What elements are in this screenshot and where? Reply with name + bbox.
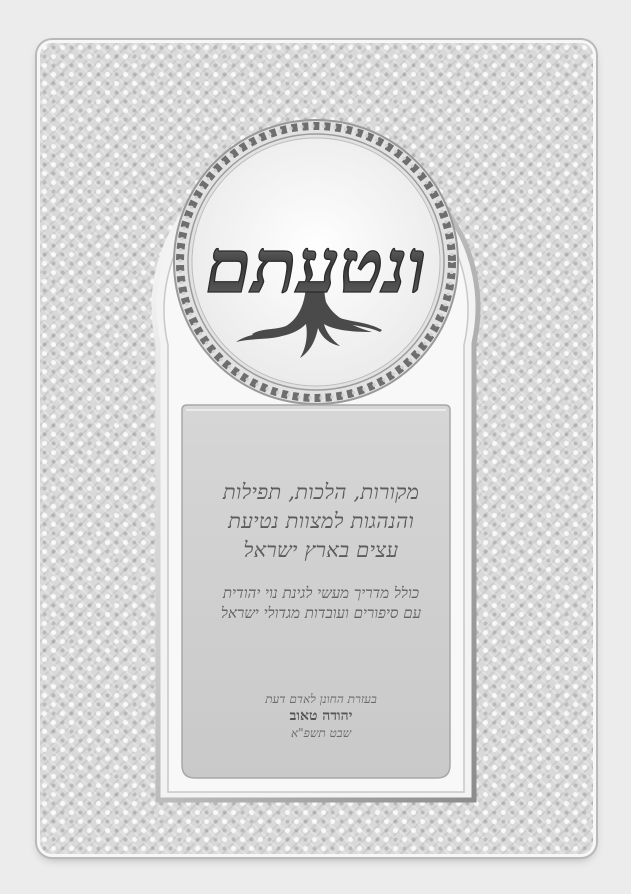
subtitle [190,583,452,623]
credit-block [190,691,452,742]
publication-date: שבט תשפ"א [290,726,352,740]
subtitle-line: עם סיפורים ועובדות מגדולי ישראל [220,604,422,622]
credit-line: בעזרת החונן לאדם דעת [265,692,377,706]
headline-line: והנהגות למצוות נטיעת [228,509,414,533]
headline-line: עצים בארץ ישראל [243,538,399,562]
headline-line: מקורות, הלכות, תפילות [222,480,420,504]
title-text: ונטעתם [205,224,427,310]
subtitle-line: כולל מדריך מעשי לגינת נוי יהודית [222,584,420,602]
headline [190,478,452,565]
author-name: יהודה טאוב [289,708,353,724]
